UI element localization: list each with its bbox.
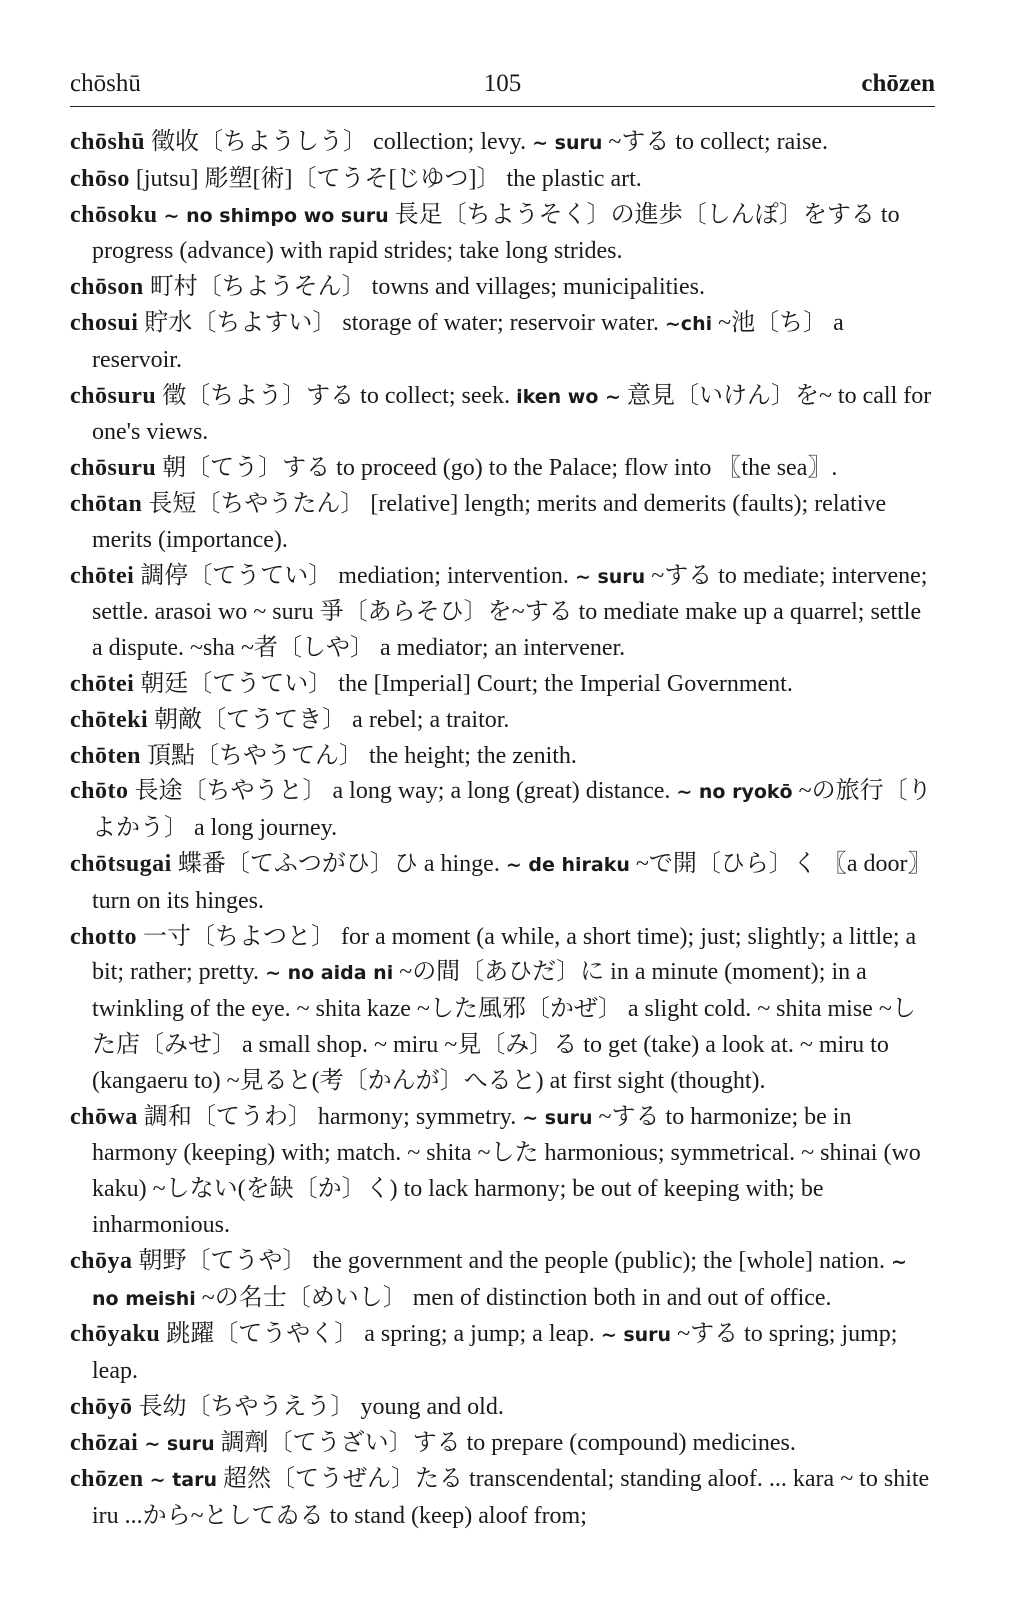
headword: chōto [70, 778, 129, 805]
definition-text: 一寸〔ちよつと〕 for a moment (a while, a short time); just; slightly; a little; a bit; rather; pretty. [92, 923, 917, 986]
header-left-guideword: chōshū [70, 70, 141, 97]
headword: chōson [70, 274, 144, 301]
definition-text: 頂點〔ちやうてん〕 the height; the zenith. [147, 742, 577, 769]
headword: chōyaku [70, 1321, 161, 1348]
dictionary-entry [70, 847, 935, 920]
headword: chōshū [70, 129, 146, 155]
definition-text: ~の名士〔めいし〕 men of distinction both in and out of office. [195, 1284, 832, 1311]
entry-list [70, 125, 935, 1535]
romaji-phrase: ~ suru [600, 1324, 672, 1347]
definition-text: 朝野〔てうや〕 the government and the people (public); the [whole] nation. [138, 1247, 891, 1274]
romaji-phrase: ~ no aida ni [265, 962, 394, 985]
definition-text: ~する to harmonize; be in harmony (keeping) with; match. ~ shita ~した harmonious; symmetrical. ~ shinai (wo kaku) ~しない(を缺〔か〕く) to lack harmony; be out of keeping with; be inharmonious. [92, 1103, 921, 1238]
romaji-phrase: ~ de hiraku [505, 853, 630, 876]
dictionary-entry [70, 559, 935, 667]
dictionary-entry [70, 162, 935, 198]
dictionary-entry [70, 487, 935, 559]
romaji-phrase: ~chi [664, 312, 713, 335]
definition-text: 跳躍〔てうやく〕 a spring; a jump; a leap. [166, 1321, 601, 1348]
headword: chōtsugai [70, 850, 172, 877]
headword: chōzen [70, 1466, 144, 1493]
dictionary-entry [70, 739, 935, 775]
headword: chōzai [70, 1429, 139, 1456]
romaji-phrase: ~ no shimpo wo suru [163, 204, 389, 227]
dictionary-entry [70, 774, 935, 847]
definition-text: 貯水〔ちよすい〕 storage of water; reservoir water. [144, 309, 665, 336]
headword: chōten [70, 742, 141, 769]
headword: chōya [70, 1247, 133, 1274]
romaji-phrase: ~ suru [522, 1106, 593, 1129]
definition-text: 徵收〔ちようしう〕 collection; levy. [151, 129, 533, 155]
dictionary-entry [70, 920, 935, 1100]
headword: chōsuru [70, 382, 157, 409]
definition-text: 長足〔ちようそく〕の進歩〔しんぽ〕をする to progress (advance) with rapid strides; take long strides. [92, 201, 900, 265]
page-number: 105 [483, 70, 522, 97]
definition-text: 調停〔てうてい〕 mediation; intervention. [140, 562, 575, 589]
headword: chōso [70, 165, 130, 192]
page-header [70, 66, 935, 107]
definition-text: ~する to mediate; intervene; settle. arasoi wo ~ suru 爭〔あらそひ〕を~する to mediate make up a quarrel; settle a dispute. ~sha ~者〔しや〕 a mediator; an intervener. [92, 562, 928, 662]
definition-text: 意見〔いけん〕を~ to call for one's views. [92, 382, 932, 446]
definition-text: 調和〔てうわ〕 harmony; symmetry. [143, 1103, 523, 1130]
dictionary-entry [70, 379, 935, 452]
headword: chōteki [70, 706, 149, 733]
dictionary-entry [70, 270, 935, 306]
dictionary-entry [70, 667, 935, 703]
dictionary-entry [70, 1244, 935, 1318]
romaji-phrase: ~ no ryokō [676, 781, 793, 804]
definition-text: ~する to collect; raise. [602, 129, 828, 155]
dictionary-entry [70, 1317, 935, 1390]
headword: chōtan [70, 490, 143, 517]
dictionary-entry [70, 1462, 935, 1535]
romaji-phrase: ~ no meishi [92, 1250, 907, 1310]
romaji-phrase: ~ suru [144, 1432, 215, 1455]
dictionary-entry [70, 1390, 935, 1426]
definition-text: 町村〔ちようそん〕 towns and villages; municipalities. [149, 274, 705, 301]
romaji-phrase: ~ suru [574, 565, 646, 588]
headword: chōsoku [70, 201, 158, 228]
definition-text: 長途〔ちやうと〕 a long way; a long (great) distance. [134, 778, 677, 805]
headword: chosui [70, 309, 139, 336]
romaji-phrase: ~ taru [149, 1469, 217, 1492]
dictionary-entry [70, 306, 935, 379]
definition-text: ~で開〔ひら〕く 〖a door〗 turn on its hinges. [92, 850, 932, 914]
headword: chōwa [70, 1103, 138, 1130]
dictionary-entry [70, 451, 935, 487]
definition-text: 長幼〔ちやうえう〕 young and old. [138, 1393, 504, 1420]
definition-text: [jutsu] 彫塑[術]〔てうそ[じゆつ]〕 the plastic art. [135, 165, 642, 192]
definition-text: 朝〔てう〕する to proceed (go) to the Palace; flow into 〖the sea〗. [162, 455, 838, 482]
definition-text: 調劑〔てうざい〕する to prepare (compound) medicines. [214, 1429, 796, 1456]
definition-text: 朝廷〔てうてい〕 the [Imperial] Court; the Imperial Government. [140, 670, 793, 697]
definition-text: 長短〔ちやうたん〕 [relative] length; merits and demerits (faults); relative merits (importance). [92, 490, 887, 553]
dictionary-entry [70, 1426, 935, 1463]
dictionary-entry [70, 198, 935, 271]
definition-text: 朝敵〔てうてき〕 a rebel; a traitor. [154, 706, 510, 733]
definition-text: ~の間〔あひだ〕に in a minute (moment); in a twinkling of the eye. ~ shita kaze ~した風邪〔かぜ〕 a slight cold. ~ shita mise ~した店〔みせ〕 a small shop. ~ miru ~見〔み〕る to get (take) a look at. ~ miru to (kangaeru to) ~見ると(考〔かんが〕へると) at first sight (thought). [92, 959, 916, 1094]
definition-text: ~池〔ち〕 a reservoir. [92, 309, 844, 373]
definition-text: 蝶番〔てふつがひ〕ひ a hinge. [177, 850, 506, 877]
dictionary-entry [70, 125, 935, 162]
definition-text: 超然〔てうぜん〕たる transcendental; standing aloof. ... kara ~ to shite iru ...から~としてゐる to stand (keep) aloof from; [92, 1466, 930, 1530]
header-right-guideword: chōzen [861, 70, 935, 97]
headword: chōyō [70, 1393, 133, 1420]
definition-text: ~の旅行〔りよかう〕 a long journey. [92, 778, 932, 842]
dictionary-entry [70, 1100, 935, 1244]
dictionary-entry [70, 703, 935, 739]
headword: chotto [70, 923, 137, 950]
definition-text: ~する to spring; jump; leap. [92, 1321, 898, 1385]
headword: chōsuru [70, 455, 157, 482]
headword: chōtei [70, 562, 135, 589]
romaji-phrase: iken wo ~ [516, 385, 621, 408]
definition-text: 徵〔ちよう〕する to collect; seek. [162, 382, 517, 409]
headword: chōtei [70, 670, 135, 697]
romaji-phrase: ~ suru [532, 132, 603, 154]
